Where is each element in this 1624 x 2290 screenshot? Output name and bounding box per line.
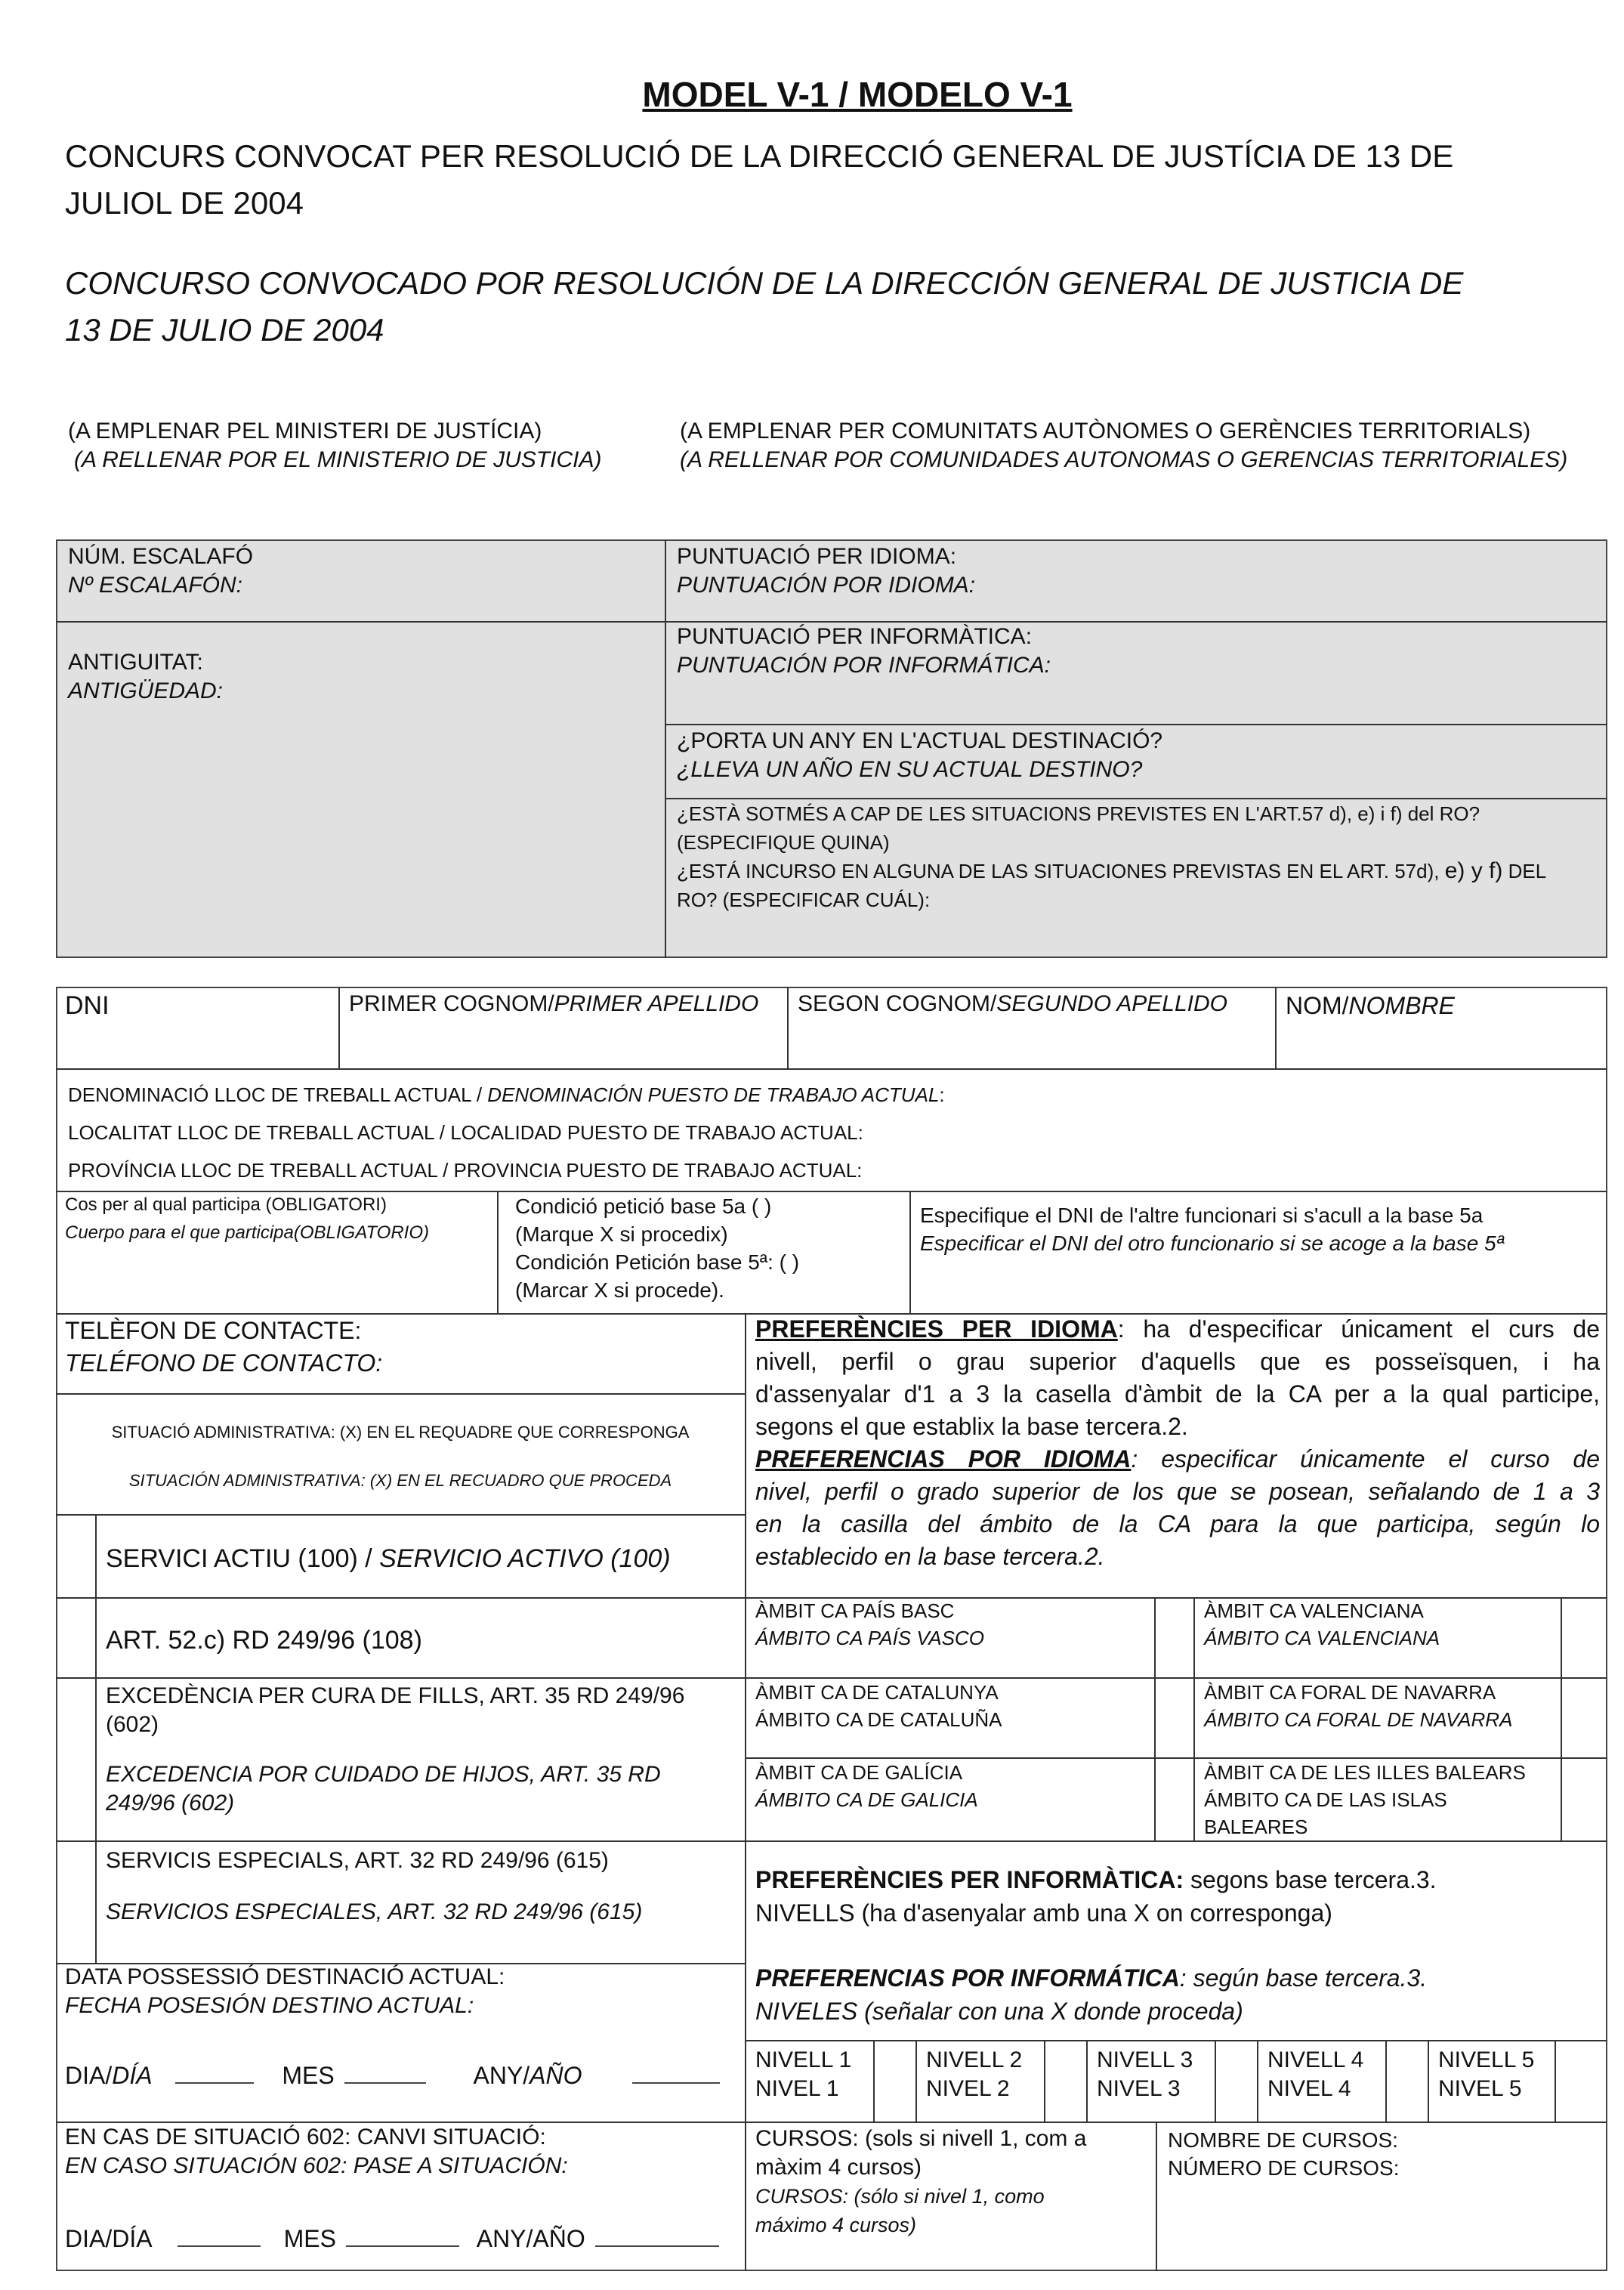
month2-blank[interactable] — [346, 2245, 459, 2247]
idioma-preferences-text: PREFERÈNCIES PER IDIOMA: ha d'especificar únicament el curs de nivell, perfil o grau superior d'aquells que es posseïsquen, i ha d'assenyalar d'1 a 3 la casella d'àmbit de la CA per a la qual participe, segons el que establix la base tercera.2. PREFERENCIAS POR IDIOMA: especificar únicamente el curso de nivel, perfil o grado superior de los que se posean, señalando de 1 a 3 en la casilla del ámbito de la CA para la que participa, según lo establecido en la base tercera.2. — [755, 1315, 1601, 1570]
informatica-score-label-ca: PUNTUACIÓ PER INFORMÀTICA: — [677, 624, 1033, 649]
excedencia-label: EXCEDÈNCIA PER CURA DE FILLS, ART. 35 RD 249/96 (602) EXCEDENCIA POR CUIDADO DE HIJOS, ART. 35 RD 249/96 (602) — [106, 1683, 685, 1816]
ambit-valenciana-box[interactable] — [1562, 1599, 1606, 1677]
document-title: MODEL V-1 / MODELO V-1 — [642, 75, 1073, 114]
informatica-score-field[interactable] — [677, 623, 1051, 680]
servicio-activo-label: SERVICI ACTIU (100) / SERVICIO ACTIVO (100) — [106, 1544, 671, 1573]
ministry-note-es: (A RELLENAR POR EL MINISTERIO DE JUSTICIA) — [74, 447, 602, 472]
ambit-navarra: ÀMBIT CA FORAL DE NAVARRA ÁMBITO CA FORAL DE NAVARRA — [1204, 1681, 1513, 1731]
condicion-es: Condición Petición base 5ª: ( ) — [515, 1250, 800, 1274]
ambit-navarra-box[interactable] — [1562, 1679, 1606, 1757]
antiguitat-field[interactable] — [68, 648, 223, 706]
art57-label-es-2: RO? (ESPECIFICAR CUÁL): — [677, 888, 931, 911]
idioma-score-field[interactable] — [677, 542, 975, 600]
escalafo-label-ca: NÚM. ESCALAFÓ — [68, 544, 254, 569]
situacion-admin-label-es: SITUACIÓN ADMINISTRATIVA: (X) EN EL RECUADRO QUE PROCEDA — [128, 1471, 672, 1490]
cambio-situacion-date[interactable]: DIA/DÍA MES ANY/AÑO — [65, 2223, 719, 2255]
ambit-galicia: ÀMBIT CA DE GALÍCIA ÁMBITO CA DE GALICIA — [755, 1761, 978, 1811]
denominacion-field[interactable]: DENOMINACIÓ LLOC DE TREBALL ACTUAL / DENOMINACIÓN PUESTO DE TRABAJO ACTUAL: — [68, 1083, 945, 1106]
cuerpo-label-ca: Cos per al qual participa (OBLIGATORI) — [65, 1194, 387, 1215]
idioma-score-label-ca: PUNTUACIÓ PER IDIOMA: — [677, 544, 957, 569]
excedencia-checkbox[interactable] — [57, 1679, 95, 1840]
year2-blank[interactable] — [595, 2245, 719, 2247]
one-year-label-ca: ¿PORTA UN ANY EN L'ACTUAL DESTINACIÓ? — [677, 728, 1163, 753]
month-blank[interactable] — [344, 2082, 426, 2084]
cursos-field[interactable]: CURSOS: (sols si nivell 1, com a màxim 4 cursos) CURSOS: (sólo si nivel 1, como máximo 4 cursos) — [755, 2126, 1087, 2236]
condicion-es-hint: (Marcar X si procede). — [515, 1278, 724, 1302]
segundo-apellido-field[interactable]: SEGON COGNOM/SEGUNDO APELLIDO — [798, 991, 1227, 1016]
nombre-field[interactable]: NOM/NOMBRE — [1286, 992, 1455, 1019]
nivel-1-box[interactable] — [875, 2041, 915, 2122]
ministry-note-ca: (A EMPLENAR PEL MINISTERI DE JUSTÍCIA) — [68, 419, 542, 443]
heading-spanish-line1: CONCURSO CONVOCADO POR RESOLUCIÓN DE LA DIRECCIÓN GENERAL DE JUSTICIA DE — [65, 265, 1464, 301]
primer-apellido-field[interactable]: PRIMER COGNOM/PRIMER APELLIDO — [349, 991, 759, 1016]
localidad-field[interactable]: LOCALITAT LLOC DE TREBALL ACTUAL / LOCALIDAD PUESTO DE TRABAJO ACTUAL: — [68, 1121, 863, 1144]
situacion-admin-header — [56, 1408, 745, 1505]
day2-blank[interactable] — [178, 2245, 261, 2247]
cambio-situacion-field: EN CAS DE SITUACIÓ 602: CANVI SITUACIÓ: EN CASO SITUACIÓN 602: PASE A SITUACIÓN: — [65, 2125, 568, 2178]
antiguitat-label-ca: ANTIGUITAT: — [68, 650, 203, 675]
fecha-posesion-field: DATA POSSESSIÓ DESTINACIÓ ACTUAL: FECHA POSESIÓN DESTINO ACTUAL: — [65, 1964, 505, 2018]
condicion-ca: Condició petició base 5a ( ) — [515, 1194, 772, 1218]
telefono-label-ca: TELÈFON DE CONTACTE: — [65, 1317, 362, 1344]
other-dni-field[interactable] — [920, 1201, 1504, 1257]
nivel-1: NIVELL 1 NIVEL 1 — [755, 2047, 852, 2101]
heading-spanish — [65, 260, 1613, 354]
other-dni-label-ca: Especifique el DNI de l'altre funcionari si s'acull a la base 5a — [920, 1204, 1484, 1227]
ambit-pais-vasco: ÀMBIT CA PAÍS BASC ÁMBITO CA PAÍS VASCO — [755, 1599, 984, 1649]
antiguitat-label-es: ANTIGÜEDAD: — [68, 678, 224, 703]
idioma-score-label-es: PUNTUACIÓN POR IDIOMA: — [677, 573, 976, 598]
nivel-2: NIVELL 2 NIVEL 2 — [926, 2047, 1023, 2101]
heading-catalan-line2: JULIOL DE 2004 — [65, 185, 304, 221]
ambit-pais-vasco-box[interactable] — [1156, 1599, 1193, 1677]
servicios-especiales-label: SERVICIS ESPECIALS, ART. 32 RD 249/96 (615) SERVICIOS ESPECIALES, ART. 32 RD 249/96 (615) — [106, 1848, 643, 1924]
escalafo-label-es: Nº ESCALAFÓN: — [68, 573, 243, 598]
informatica-pref-heading-ca: PREFERÈNCIES PER INFORMÀTICA: — [755, 1866, 1184, 1893]
ambit-catalunya-box[interactable] — [1156, 1679, 1193, 1757]
regions-note-es: (A RELLENAR POR COMUNIDADES AUTONOMAS O GERENCIAS TERRITORIALES) — [680, 447, 1568, 472]
art57-label-es-1: ¿ESTÁ INCURSO EN ALGUNA DE LAS SITUACIONES PREVISTAS EN EL ART. 57d), e) y f) DEL — [677, 858, 1547, 883]
one-year-field[interactable] — [677, 727, 1162, 784]
workplace-block — [68, 1076, 945, 1189]
nivel-4: NIVELL 4 NIVEL 4 — [1267, 2047, 1364, 2101]
ambit-valenciana: ÀMBIT CA VALENCIANA ÁMBITO CA VALENCIANA — [1204, 1599, 1440, 1649]
informatica-preferences-text: PREFERÈNCIES PER INFORMÀTICA: segons base tercera.3. NIVELLS (ha d'asenyalar amb una X on corresponga) PREFERENCIAS POR INFORMÁTICA: según base tercera.3. NIVELES (señalar con una X donde proceda) — [755, 1866, 1437, 2025]
ambit-catalunya: ÀMBIT CA DE CATALUNYA ÁMBITO CA DE CATALUÑA — [755, 1681, 1002, 1731]
servicios-especiales-checkbox[interactable] — [57, 1842, 95, 1963]
condicion-ca-hint: (Marque X si procedix) — [515, 1222, 728, 1246]
one-year-label-es: ¿LLEVA UN AÑO EN SU ACTUAL DESTINO? — [677, 757, 1143, 782]
telefono-label-es: TELÉFONO DE CONTACTO: — [65, 1349, 383, 1377]
art52-checkbox[interactable] — [57, 1599, 95, 1677]
telefono-field[interactable] — [65, 1315, 382, 1380]
dni-field[interactable]: DNI — [65, 991, 110, 1020]
nivel-2-box[interactable] — [1045, 2041, 1086, 2122]
art57-field[interactable] — [677, 799, 1546, 914]
servicio-activo-checkbox[interactable] — [57, 1516, 95, 1597]
idioma-pref-heading-es: PREFERENCIAS POR IDIOMA — [755, 1445, 1132, 1473]
heading-spanish-line2: 13 DE JULIO DE 2004 — [65, 312, 384, 348]
art57-label-ca-2: (ESPECIFIQUE QUINA) — [677, 831, 890, 854]
art52-label: ART. 52.c) RD 249/96 (108) — [106, 1626, 422, 1655]
other-dni-label-es: Especificar el DNI del otro funcionario si se acoge a la base 5ª — [920, 1232, 1504, 1255]
condicion-field[interactable] — [515, 1192, 799, 1304]
day-blank[interactable] — [175, 2082, 254, 2084]
idioma-pref-heading-ca: PREFERÈNCIES PER IDIOMA — [755, 1315, 1118, 1343]
art57-label-ca-1: ¿ESTÀ SOTMÉS A CAP DE LES SITUACIONS PREVISTES EN L'ART.57 d), e) i f) del RO? — [677, 802, 1480, 825]
numero-cursos-field[interactable]: NOMBRE DE CURSOS: NÚMERO DE CURSOS: — [1168, 2128, 1400, 2180]
heading-catalan — [65, 133, 1613, 227]
nivel-5-box[interactable] — [1556, 2041, 1606, 2122]
situacion-admin-label-ca: SITUACIÓ ADMINISTRATIVA: (X) EN EL REQUADRE QUE CORRESPONGA — [111, 1423, 690, 1442]
escalafo-field[interactable] — [68, 542, 253, 600]
provincia-field[interactable]: PROVÍNCIA LLOC DE TREBALL ACTUAL / PROVINCIA PUESTO DE TRABAJO ACTUAL: — [68, 1159, 863, 1182]
cuerpo-field[interactable] — [65, 1191, 429, 1247]
ambit-baleares: ÀMBIT CA DE LES ILLES BALEARS ÁMBITO CA DE LAS ISLAS BALEARES — [1204, 1761, 1526, 1838]
year-blank[interactable] — [632, 2082, 720, 2084]
regions-note — [680, 417, 1567, 474]
heading-catalan-line1: CONCURS CONVOCAT PER RESOLUCIÓ DE LA DIRECCIÓ GENERAL DE JUSTÍCIA DE 13 DE — [65, 138, 1454, 174]
cuerpo-label-es: Cuerpo para el que participa(OBLIGATORIO) — [65, 1222, 429, 1243]
informatica-pref-heading-es: PREFERENCIAS POR INFORMÁTICA — [755, 1964, 1180, 1992]
regions-note-ca: (A EMPLENAR PER COMUNITATS AUTÒNOMES O GERÈNCIES TERRITORIALS) — [680, 419, 1531, 443]
nivel-3: NIVELL 3 NIVEL 3 — [1097, 2047, 1193, 2101]
fecha-posesion-date[interactable]: DIA/DÍA MES ANY/AÑO — [65, 2060, 720, 2092]
nivel-4-box[interactable] — [1387, 2041, 1428, 2122]
nivel-5: NIVELL 5 NIVEL 5 — [1438, 2047, 1535, 2101]
ambit-baleares-box[interactable] — [1562, 1759, 1606, 1840]
nivel-3-box[interactable] — [1216, 2041, 1257, 2122]
ministry-note — [68, 417, 601, 474]
informatica-score-label-es: PUNTUACIÓN POR INFORMÁTICA: — [677, 653, 1051, 678]
ambit-galicia-box[interactable] — [1156, 1759, 1193, 1840]
